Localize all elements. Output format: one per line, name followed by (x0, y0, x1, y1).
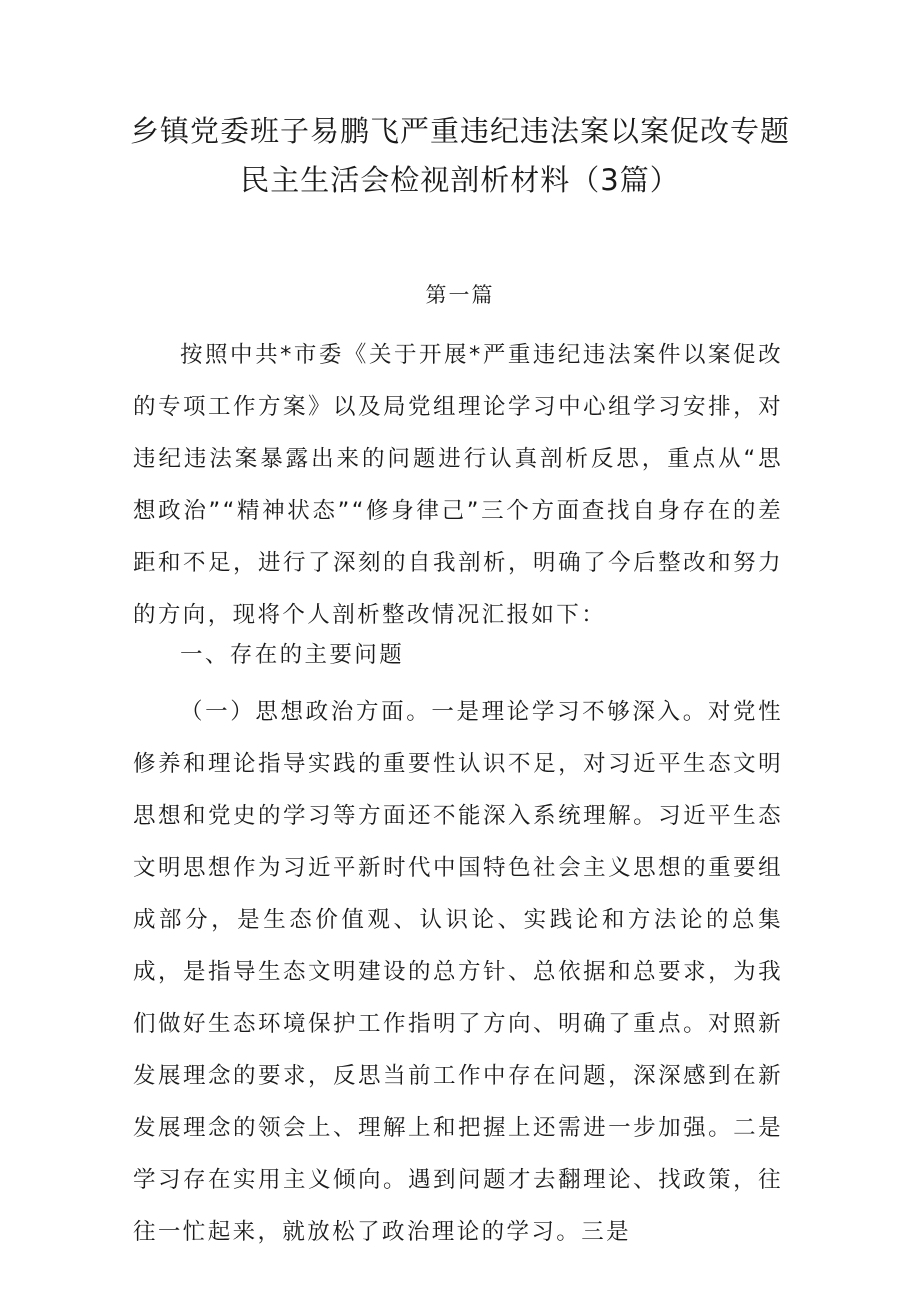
document-title-line-2: 民主生活会检视剖析材料（3篇） (240, 163, 680, 197)
body-paragraph: （一）思想政治方面。一是理论学习不够深入。对党性修养和理论指导实践的重要性认识不足，对习近平生态文明思想和党史的学习等方面还不能深入系统理解。习近平生态文明思想作为习近平新时代中国特色社会主义思想的重要组成部分，是生态价值观、认识论、实践论和方法论的总集成，是指导生态文明建设的总方针、总依据和总要求，为我们做好生态环境保护工作指明了方向、明确了重点。对照新发展理念的要求，反思当前工作中存在问题，深深感到在新发展理念的领会上、理解上和把握上还需进一步加强。二是学习存在实用主义倾向。遇到问题才去翻理论、找政策，往往一忙起来，就放松了政治理论的学习。三是 (133, 699, 783, 1245)
document-title-line-1: 乡镇党委班子易鹏飞严重违纪违法案以案促改专题 (129, 114, 790, 148)
section-label: 第一篇 (425, 283, 495, 307)
intro-paragraph: 按照中共*市委《关于开展*严重违纪违法案件以案促改的专项工作方案》以及局党组理论学习中心组学习安排，对违纪违法案暴露出来的问题进行认真剖析反思，重点从“思想政治”“精神状态”“修身律己”三个方面查找自身存在的差距和不足，进行了深刻的自我剖析，明确了今后整改和努力的方向，现将个人剖析整改情况汇报如下： (133, 342, 783, 628)
section-heading: 一、存在的主要问题 (180, 642, 405, 668)
